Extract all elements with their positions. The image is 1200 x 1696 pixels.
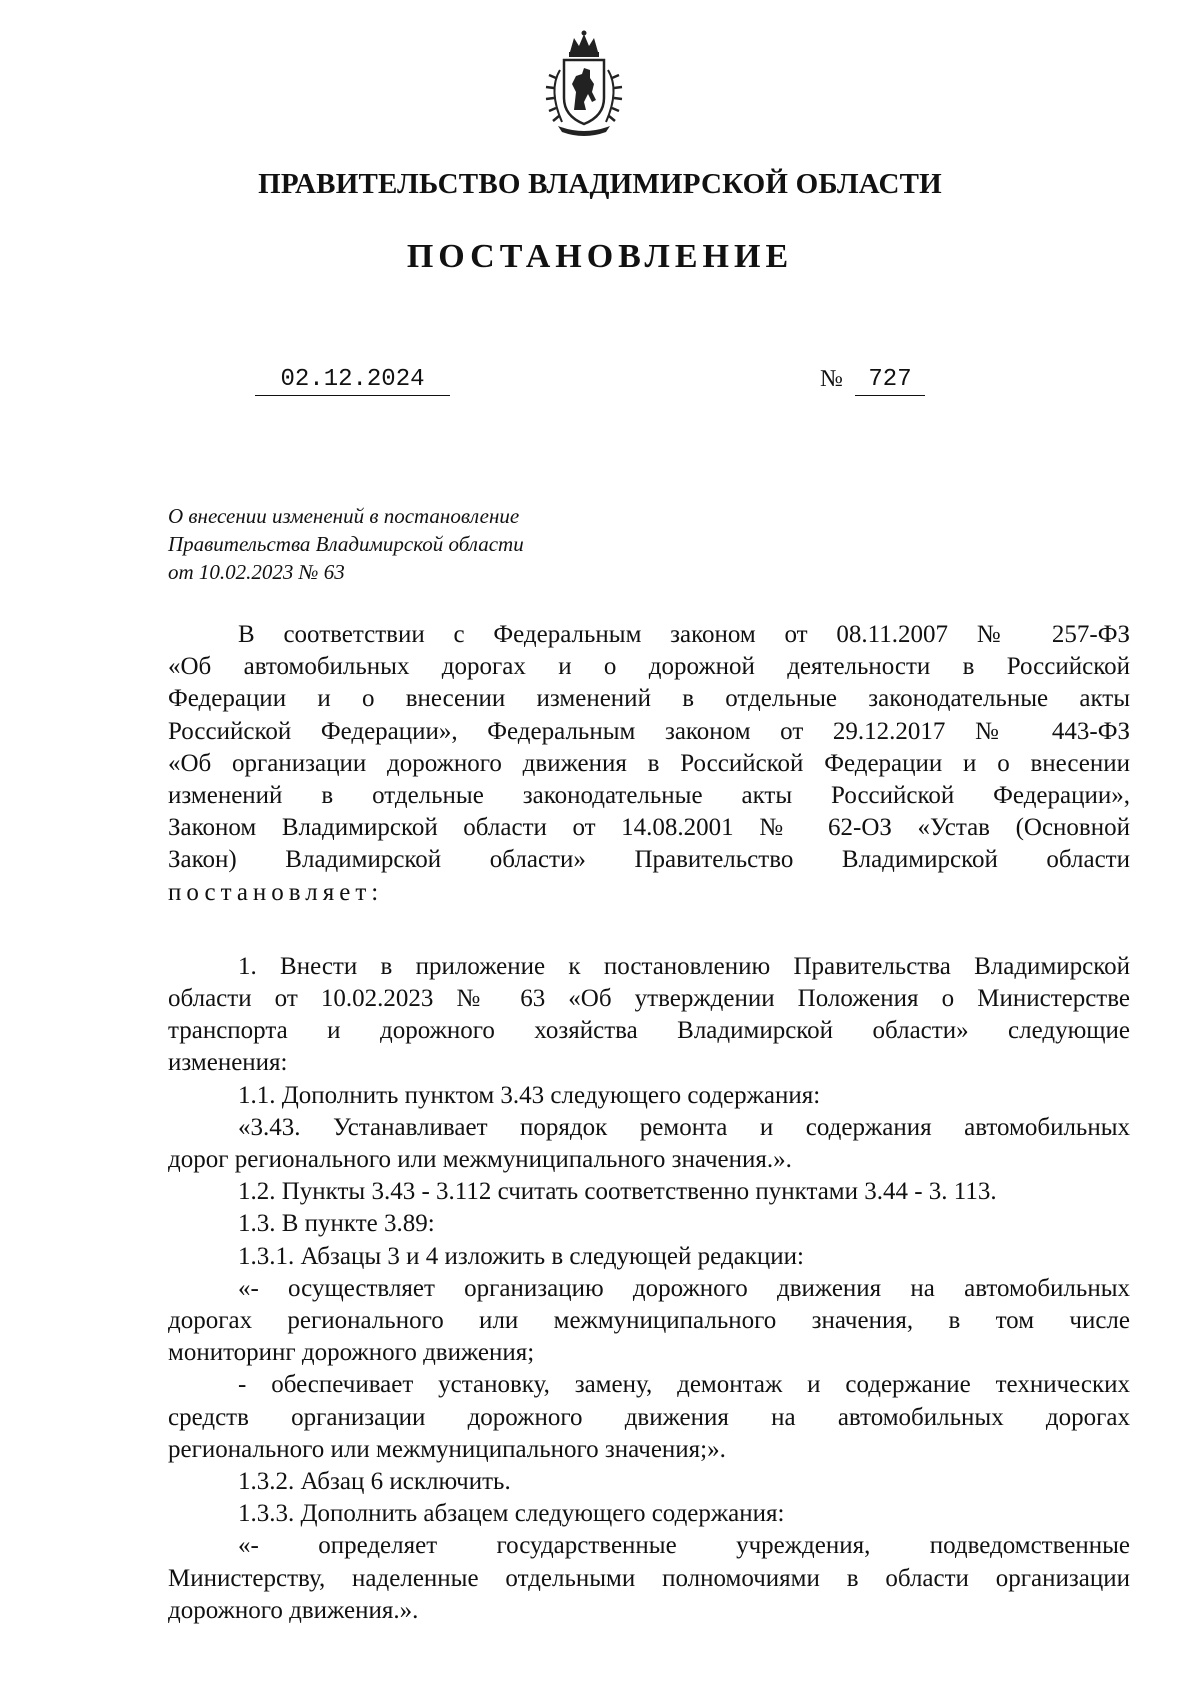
text-line: В соответствии с Федеральным законом от 08.11.2007 № 257-ФЗ [238,621,1130,648]
item-1-3-3: 1.3.3. Дополнить абзацем следующего содержания: [238,1500,785,1528]
text-line: области от 10.02.2023 № 63 «Об утверждении Положения о Министерстве [168,985,1130,1013]
item-1-3: 1.3. В пункте 3.89: [238,1210,435,1238]
document-date: 02.12.2024 [255,366,450,396]
item-1-2: 1.2. Пункты 3.43 - 3.112 считать соответственно пунктами 3.44 - 3. 113. [238,1178,997,1206]
item-1-1: 1.1. Дополнить пунктом 3.43 следующего содержания: [238,1081,821,1109]
item-1-3-2: 1.3.2. Абзац 6 исключить. [238,1468,511,1496]
text-line: Закон) Владимирской области» Правительство Владимирской области [168,846,1130,874]
text-line: Российской Федерации», Федеральным законом от 29.12.2017 № 443-ФЗ [168,717,1130,745]
document-subject [168,502,628,586]
text-line: «- осуществляет организацию дорожного движения на автомобильных [238,1274,1130,1302]
government-title: ПРАВИТЕЛЬСТВО ВЛАДИМИРСКОЙ ОБЛАСТИ [258,168,942,200]
text-line: дорогах регионального или межмуниципального значения, в том числе [168,1307,1130,1335]
item-1 [168,951,1130,1080]
text-line: «Об организации дорожного движения в Российской Федерации и о внесении [168,749,1130,777]
text-line: постановляет: [168,878,384,906]
item-1-3-1: 1.3.1. Абзацы 3 и 4 изложить в следующей редакции: [238,1242,804,1270]
text-line: 1. Внести в приложение к постановлению Правительства Владимирской [238,952,1130,980]
document-type: ПОСТАНОВЛЕНИЕ [406,238,794,275]
text-line: Законом Владимирской области от 14.08.2001 № 62-ОЗ «Устав (Основной [168,814,1130,842]
text-line: Федерации и о внесении изменений в отдельные законодательные акты [168,685,1130,713]
subject-line: от 10.02.2023 № 63 [168,560,345,584]
text-line: дорожного движения.». [168,1596,419,1624]
text-line: - обеспечивает установку, замену, демонтаж и содержание технических [238,1371,1130,1399]
text-line: изменений в отдельные законодательные акты Российской Федерации», [168,782,1130,810]
text-line: дорог регионального или межмуниципального значения.». [168,1146,792,1174]
number-label: № [820,366,843,392]
text-line: «3.43. Устанавливает порядок ремонта и содержания автомобильных [238,1113,1130,1141]
text-line: Министерству, наделенные отдельными полномочиями в области организации [168,1564,1130,1592]
subject-line: О внесении изменений в постановление [168,504,520,528]
text-line: транспорта и дорожного хозяйства Владимирской области» следующие [168,1017,1130,1045]
document-number: 727 [855,366,925,396]
document-body [168,619,1130,1627]
text-line: изменения: [168,1049,288,1077]
coat-of-arms-icon [536,30,632,138]
subject-line: Правительства Владимирской области [168,532,524,556]
text-line: «- определяет государственные учреждения, подведомственные [238,1532,1130,1560]
preamble [168,619,1130,909]
text-line: средств организации дорожного движения на автомобильных дорогах [168,1403,1130,1431]
text-line: «Об автомобильных дорогах и о дорожной деятельности в Российской [168,653,1130,681]
text-line: мониторинг дорожного движения; [168,1339,535,1367]
text-line: регионального или межмуниципального значения;». [168,1435,726,1463]
